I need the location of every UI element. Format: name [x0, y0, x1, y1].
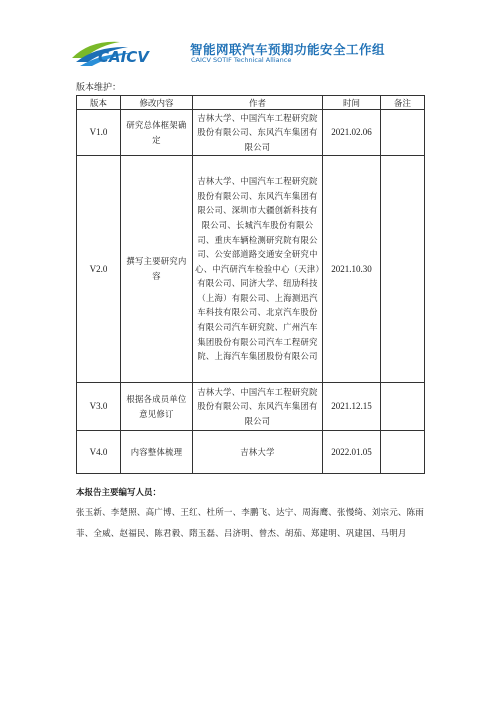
column-header: 作者	[193, 96, 323, 110]
note-cell	[381, 431, 425, 474]
table-row	[77, 431, 425, 474]
content-cell: 根据各成员单位意见修订	[121, 383, 193, 431]
author-cell: 吉林大学、中国汽车工程研究院股份有限公司、东风汽车集团有限公司	[193, 383, 323, 431]
table-row	[77, 156, 425, 383]
version-cell: V2.0	[77, 156, 121, 383]
authors-title: 本报告主要编写人员：	[76, 488, 162, 498]
column-header: 版本	[77, 96, 121, 110]
note-cell	[381, 156, 425, 383]
table-row	[77, 110, 425, 156]
date-cell: 2021.12.15	[323, 383, 381, 431]
content-cell: 撰写主要研究内容	[121, 156, 193, 383]
date-cell: 2021.10.30	[323, 156, 381, 383]
logo-text: CAICV	[98, 48, 149, 66]
org-name-cn: 智能网联汽车预期功能安全工作组	[190, 42, 386, 57]
column-header: 备注	[381, 96, 425, 110]
org-name-en: CAICV SOTIF Technical Alliance	[191, 56, 292, 64]
note-cell	[381, 110, 425, 156]
column-header: 时间	[323, 96, 381, 110]
page-header	[70, 36, 400, 70]
author-cell: 吉林大学、中国汽车工程研究院股份有限公司、东风汽车集团有限公司	[193, 110, 323, 156]
author-cell: 吉林大学、中国汽车工程研究院股份有限公司、东风汽车集团有限公司、深圳市大疆创新科技有限公司、长城汽车股份有限公司、重庆车辆检测研究院有限公司、公安部道路交通安全研究中心、中汽研汽车检验中心（天津）有限公司、同济大学、纽劢科技（上海）有限公司、上海测迅汽车科技有限公司、北京汽车股份有限公司汽车研究院、广州汽车集团股份有限公司汽车工程研究院、上海汽车集团股份有限公司	[193, 156, 323, 383]
column-header: 修改内容	[121, 96, 193, 110]
note-cell	[381, 383, 425, 431]
table-row	[77, 383, 425, 431]
caicv-logo-icon	[70, 36, 162, 70]
authors-list: 张玉新、李楚照、高广博、王红、杜所一、李鹏飞、达宁、周海鹰、张慢绮、刘宗元、陈雨菲、全威、赵福民、陈君毅、隋玉磊、吕济明、曾杰、胡茄、郑建明、巩建国、马明月	[76, 508, 425, 539]
date-cell: 2022.01.05	[323, 431, 381, 474]
table-header-row	[77, 96, 425, 110]
version-cell: V3.0	[77, 383, 121, 431]
content-cell: 研究总体框架确定	[121, 110, 193, 156]
content-cell: 内容整体梳理	[121, 431, 193, 474]
revision-table	[76, 95, 425, 474]
author-cell: 吉林大学	[193, 431, 323, 474]
date-cell: 2021.02.06	[323, 110, 381, 156]
version-cell: V1.0	[77, 110, 121, 156]
section-label: 版本维护：	[76, 83, 122, 93]
version-cell: V4.0	[77, 431, 121, 474]
